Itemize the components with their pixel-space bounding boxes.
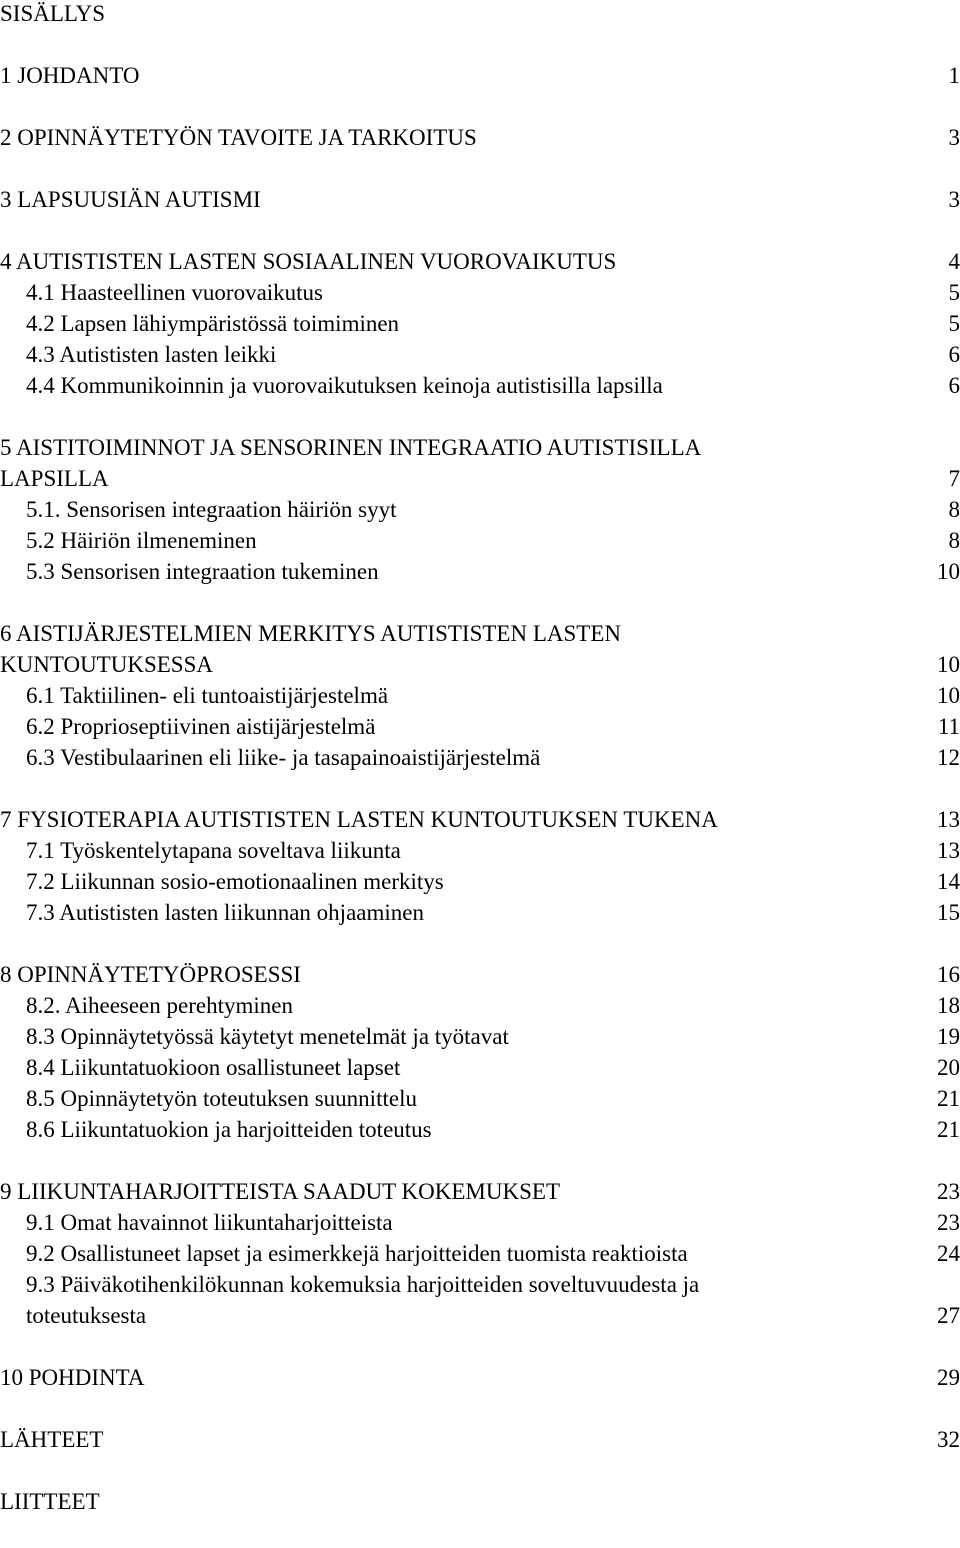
toc-entry-title: 10 POHDINTA <box>0 1362 144 1393</box>
toc-entry-page: 4 <box>949 246 960 277</box>
toc-group-6 <box>0 618 960 773</box>
toc-subentry-title: 4.2 Lapsen lähiympäristössä toimiminen <box>0 308 399 339</box>
toc-subentry-page: 5 <box>949 308 960 339</box>
page-title: SISÄLLYS <box>0 0 105 29</box>
toc-subentry-title: 8.3 Opinnäytetyössä käytetyt menetelmät ja työtavat <box>0 1021 509 1052</box>
toc-subentry-page: 18 <box>937 990 960 1021</box>
toc-subentry-title: 8.4 Liikuntatuokioon osallistuneet lapset <box>0 1052 400 1083</box>
toc-entry-title: 4 AUTISTISTEN LASTEN SOSIAALINEN VUOROVAIKUTUS <box>0 246 616 277</box>
toc-subentry[interactable] <box>0 1083 960 1114</box>
toc-subentry-title-line2: toteutuksesta <box>0 1300 146 1331</box>
toc-subentry-title: 8.5 Opinnäytetyön toteutuksen suunnittelu <box>0 1083 417 1114</box>
toc-entry-title: 3 LAPSUUSIÄN AUTISMI <box>0 184 261 215</box>
toc-group-10 <box>0 1362 960 1393</box>
toc-subentry-page: 21 <box>937 1114 960 1145</box>
toc-subentry-title: 6.2 Proprioseptiivinen aistijärjestelmä <box>0 711 375 742</box>
toc-entry[interactable] <box>0 959 960 990</box>
toc-subentry-title: 7.3 Autististen lasten liikunnan ohjaaminen <box>0 897 424 928</box>
toc-group-9 <box>0 1176 960 1331</box>
toc-subentry[interactable] <box>0 1207 960 1238</box>
toc-group-8 <box>0 959 960 1145</box>
toc-entry-page: 7 <box>949 463 960 494</box>
toc-subentry[interactable] <box>0 742 960 773</box>
toc-entry[interactable] <box>0 1176 960 1207</box>
toc-entry[interactable] <box>0 463 960 494</box>
toc-subentry[interactable] <box>0 1238 960 1269</box>
toc-group-references <box>0 1424 960 1455</box>
toc-subentry[interactable] <box>0 1300 960 1331</box>
toc-subentry[interactable] <box>0 680 960 711</box>
toc-subentry[interactable] <box>0 339 960 370</box>
toc-subentry-title-line1[interactable]: 9.3 Päiväkotihenkilökunnan kokemuksia harjoitteiden soveltuvuudesta ja <box>0 1269 960 1300</box>
toc-subentry-title: 7.1 Työskentelytapana soveltava liikunta <box>0 835 401 866</box>
toc-group-2 <box>0 122 960 153</box>
toc-group-3 <box>0 184 960 215</box>
toc-entry-title-line2: KUNTOUTUKSESSA <box>0 649 213 680</box>
toc-subentry-title: 9.1 Omat havainnot liikuntaharjoitteista <box>0 1207 393 1238</box>
toc-entry-title: 1 JOHDANTO <box>0 60 140 91</box>
toc-entry-title: 8 OPINNÄYTETYÖPROSESSI <box>0 959 301 990</box>
toc-subentry-title: 5.2 Häiriön ilmeneminen <box>0 525 257 556</box>
toc-entry-page: 13 <box>937 804 960 835</box>
toc-entry-title: LÄHTEET <box>0 1424 103 1455</box>
toc-group-5 <box>0 432 960 587</box>
toc-subentry-title: 5.1. Sensorisen integraation häiriön syyt <box>0 494 397 525</box>
toc-entry-title-line1[interactable]: 5 AISTITOIMINNOT JA SENSORINEN INTEGRAATIO AUTISTISILLA <box>0 432 960 463</box>
toc-subentry-title: 6.3 Vestibulaarinen eli liike- ja tasapainoaistijärjestelmä <box>0 742 540 773</box>
toc-entry-title-line1[interactable]: 6 AISTIJÄRJESTELMIEN MERKITYS AUTISTISTEN LASTEN <box>0 618 960 649</box>
toc-entry[interactable] <box>0 184 960 215</box>
toc-subentry-page: 10 <box>937 680 960 711</box>
toc-entry[interactable] <box>0 1362 960 1393</box>
toc-subentry-page: 19 <box>937 1021 960 1052</box>
toc-entry-title: 7 FYSIOTERAPIA AUTISTISTEN LASTEN KUNTOUTUKSEN TUKENA <box>0 804 718 835</box>
table-of-contents <box>0 60 960 1548</box>
toc-entry[interactable] <box>0 1486 960 1517</box>
toc-subentry-page: 11 <box>938 711 960 742</box>
toc-subentry[interactable] <box>0 1114 960 1145</box>
toc-subentry-page: 20 <box>937 1052 960 1083</box>
toc-entry-page: 23 <box>937 1176 960 1207</box>
toc-entry-page: 10 <box>937 649 960 680</box>
toc-entry-title: 2 OPINNÄYTETYÖN TAVOITE JA TARKOITUS <box>0 122 477 153</box>
toc-subentry-page: 23 <box>937 1207 960 1238</box>
toc-entry[interactable] <box>0 649 960 680</box>
toc-subentry-page: 8 <box>949 494 960 525</box>
toc-subentry-title: 4.1 Haasteellinen vuorovaikutus <box>0 277 323 308</box>
toc-subentry[interactable] <box>0 897 960 928</box>
toc-subentry[interactable] <box>0 1021 960 1052</box>
toc-subentry-page: 12 <box>937 742 960 773</box>
toc-entry-page: 16 <box>937 959 960 990</box>
toc-subentry-title: 5.3 Sensorisen integraation tukeminen <box>0 556 379 587</box>
toc-entry-page: 3 <box>949 184 960 215</box>
toc-entry[interactable] <box>0 60 960 91</box>
toc-entry-page: 3 <box>949 122 960 153</box>
toc-subentry-page: 8 <box>949 525 960 556</box>
toc-entry-page: 32 <box>937 1424 960 1455</box>
toc-subentry[interactable] <box>0 866 960 897</box>
toc-subentry[interactable] <box>0 308 960 339</box>
toc-subentry-page: 6 <box>949 370 960 401</box>
toc-subentry-title: 4.3 Autististen lasten leikki <box>0 339 276 370</box>
toc-entry-title-line2: LAPSILLA <box>0 463 109 494</box>
toc-subentry-title: 8.2. Aiheeseen perehtyminen <box>0 990 293 1021</box>
toc-subentry-page: 24 <box>937 1238 960 1269</box>
toc-group-7 <box>0 804 960 928</box>
toc-entry-title: LIITTEET <box>0 1486 100 1517</box>
toc-subentry-page: 21 <box>937 1083 960 1114</box>
toc-subentry-page: 5 <box>949 277 960 308</box>
toc-entry[interactable] <box>0 122 960 153</box>
toc-subentry[interactable] <box>0 556 960 587</box>
toc-subentry[interactable] <box>0 494 960 525</box>
toc-subentry-page: 13 <box>937 835 960 866</box>
toc-subentry[interactable] <box>0 1052 960 1083</box>
toc-group-1 <box>0 60 960 91</box>
toc-subentry[interactable] <box>0 990 960 1021</box>
toc-entry[interactable] <box>0 804 960 835</box>
toc-group-4 <box>0 246 960 401</box>
toc-subentry[interactable] <box>0 277 960 308</box>
toc-subentry-title: 9.2 Osallistuneet lapset ja esimerkkejä harjoitteiden tuomista reaktioista <box>0 1238 688 1269</box>
toc-entry-page: 1 <box>949 60 960 91</box>
toc-subentry-title: 7.2 Liikunnan sosio-emotionaalinen merkitys <box>0 866 444 897</box>
toc-subentry-title: 8.6 Liikuntatuokion ja harjoitteiden toteutus <box>0 1114 432 1145</box>
toc-subentry-page: 27 <box>937 1300 960 1331</box>
toc-entry-page: 29 <box>937 1362 960 1393</box>
toc-subentry-page: 6 <box>949 339 960 370</box>
toc-subentry[interactable] <box>0 711 960 742</box>
toc-subentry-title: 6.1 Taktiilinen- eli tuntoaistijärjestelmä <box>0 680 388 711</box>
toc-subentry[interactable] <box>0 835 960 866</box>
toc-subentry-page: 10 <box>937 556 960 587</box>
toc-subentry-page: 15 <box>937 897 960 928</box>
toc-entry-title: 9 LIIKUNTAHARJOITTEISTA SAADUT KOKEMUKSET <box>0 1176 560 1207</box>
toc-subentry[interactable] <box>0 370 960 401</box>
toc-entry[interactable] <box>0 1424 960 1455</box>
toc-subentry-title: 4.4 Kommunikoinnin ja vuorovaikutuksen keinoja autistisilla lapsilla <box>0 370 663 401</box>
toc-subentry-page: 14 <box>937 866 960 897</box>
toc-subentry[interactable] <box>0 525 960 556</box>
toc-entry[interactable] <box>0 246 960 277</box>
toc-group-appendices <box>0 1486 960 1517</box>
